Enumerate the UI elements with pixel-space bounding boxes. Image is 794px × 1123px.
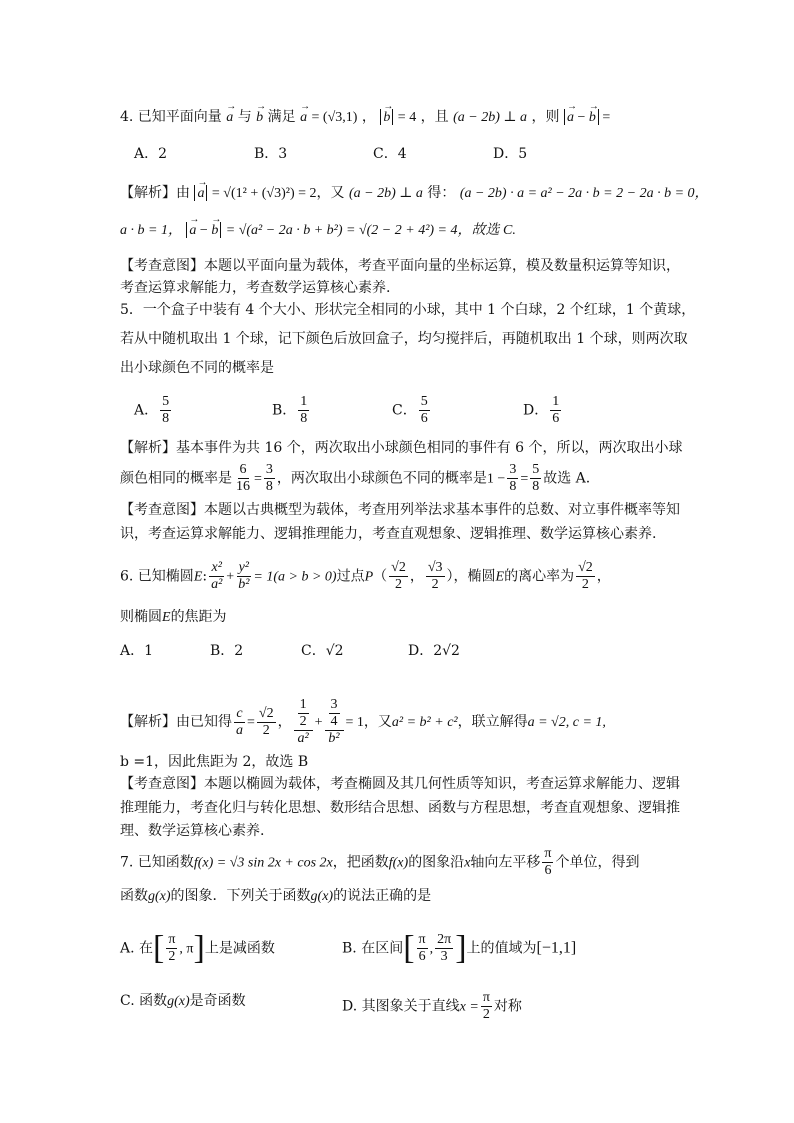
q4-option-d[interactable]: D．5 bbox=[493, 146, 528, 162]
q6-option-a[interactable]: A．1 bbox=[120, 643, 154, 659]
analysis-math: (a − 2b) · a = a² − 2a · b = 2 − 2a · b = 0， bbox=[459, 186, 709, 201]
q6-intent-line3: 理、数学运算核心素养. bbox=[120, 823, 265, 839]
q6-option-d[interactable]: D．2√2 bbox=[408, 643, 460, 659]
q5-analysis-line1: 【解析】基本事件为共 16 个，两次取出小球颜色相同的事件有 6 个，所以，两次取出小球 bbox=[120, 440, 683, 456]
analysis-math: = √(1² + (√3)²) = 2，又 bbox=[211, 186, 345, 201]
q5-stem-line1: 5．一个盒子中装有 4 个大小、形状完全相同的小球，其中 1 个白球，2 个红球，1 个黄球， bbox=[120, 302, 696, 318]
q6-analysis-line1: 【解析】由已知得 $\frac{c}{a}$ = $\frac{√2}{2}$ ， $\frac{\frac{1}{2}}{\text{a²}}$ + $\frac{\frac{3}{4}}{\text{b²}}$ = 1，又a² = b² + c²，联立解得a = √2, c = 1, bbox=[120, 697, 606, 746]
q7-stem-line2: 函数g(x)的图象．下列关于函数g(x)的说法正确的是 bbox=[120, 888, 432, 904]
q4-stem-text: 与 bbox=[237, 109, 252, 125]
q5-analysis-line2: 颜色相同的概率是 $\frac{6}{16}$ = $\frac{3}{8}$ ，两次取出小球颜色不同的概率是1 − $\frac{3}{8}$ = $\frac{5}{8}$ 故选 A. bbox=[120, 462, 591, 494]
q6-stem-line2: 则椭圆E的焦距为 bbox=[120, 609, 227, 625]
q4-intent-line2: 考查运算求解能力，考查数学运算核心素养. bbox=[120, 280, 391, 296]
q6-analysis-line2: b =1，因此焦距为 2，故选 B bbox=[120, 754, 309, 770]
q4-stem-text: ，且 bbox=[420, 109, 449, 125]
perp-condition: (a − 2b) ⊥ a bbox=[453, 110, 528, 125]
vector-b: → b bbox=[256, 107, 263, 129]
q7-option-c[interactable]: C. 函数g(x)是奇函数 bbox=[120, 993, 246, 1009]
q6-stem-line1: 6. 已知椭圆E: $\frac{\text{x²}}{\text{a²}}$ + $\frac{\text{y²}}{\text{b²}}$ = 1(a > b > 0)过点P（ $\frac{√2}{2}$ ， $\frac{√3}{2}$ ），椭圆E的离心率为 $\frac{√2}{2}$ ， bbox=[120, 560, 611, 592]
q4-stem-text: 4. 已知平面向量 bbox=[120, 109, 222, 125]
q5-option-a[interactable]: A． $\frac{5}{8}$ bbox=[134, 394, 170, 426]
q5-option-c[interactable]: C． $\frac{5}{6}$ bbox=[392, 394, 428, 426]
q7-option-a[interactable]: A. 在[ $\frac{\pi}{2}$ , π]上是减函数 bbox=[120, 929, 275, 967]
q5-option-d[interactable]: D． $\frac{1}{6}$ bbox=[523, 394, 560, 426]
q6-intent-line1: 【考查意图】本题以椭圆为载体，考查椭圆及其几何性质等知识，考查运算求解能力、逻辑 bbox=[120, 776, 680, 792]
analysis-math: (a − 2b) ⊥ a bbox=[348, 186, 423, 201]
q4-stem-text: 满足 bbox=[267, 109, 296, 125]
q5-intent-line1: 【考查意图】本题以古典概型为载体，考查用列举法求基本事件的总数、对立事件概率等知 bbox=[120, 502, 680, 518]
analysis-text: 得： bbox=[427, 185, 456, 201]
q4-analysis-line2: a · b = 1， → a − → b = √(a² − 2a · b + b²) = √(2 − 2 + 4²) = 4，故选 C. bbox=[120, 219, 516, 242]
b-norm: = 4 bbox=[397, 110, 417, 125]
q7-option-b[interactable]: B. 在区间[ $\frac{\pi}{6}$ , $\frac{2\pi}{3}$ ]上的值域为[−1,1] bbox=[342, 929, 577, 967]
analysis-label: 【解析】由 bbox=[120, 185, 190, 201]
q4-stem-text: ， bbox=[361, 109, 376, 125]
q5-stem-line2: 若从中随机取出 1 个球，记下颜色后放回盒子，均匀搅拌后，再随机取出 1 个球，则两次取 bbox=[120, 331, 688, 347]
analysis-math: = √(a² − 2a · b + b²) = √(2 − 2 + 4²) = 4，故选 C. bbox=[225, 223, 516, 238]
q4-stem: 4. 已知平面向量 → a 与 → b 满足 → a = (√3,1) ， → b = 4 ，且 (a − 2b) ⊥ a ，则 → a − → b = bbox=[120, 106, 610, 129]
q7-option-d[interactable]: D. 其图象关于直线x = $\frac{\pi}{2}$ 对称 bbox=[342, 990, 522, 1022]
q5-option-b[interactable]: B． $\frac{1}{8}$ bbox=[272, 394, 308, 426]
a-value: = (√3,1) bbox=[311, 110, 358, 125]
q4-option-b[interactable]: B．3 bbox=[254, 146, 288, 162]
q5-intent-line2: 识，考查运算求解能力、逻辑推理能力，考查直观想象、逻辑推理、数学运算核心素养. bbox=[120, 526, 657, 542]
q4-option-c[interactable]: C．4 bbox=[373, 146, 407, 162]
vector-a: → a bbox=[226, 107, 233, 129]
q6-option-c[interactable]: C．√2 bbox=[301, 643, 344, 659]
q4-stem-text: ，则 bbox=[531, 109, 560, 125]
q4-analysis-line1: 【解析】由 → a = √(1² + (√3)²) = 2，又 (a − 2b) ⊥ a 得： (a − 2b) · a = a² − 2a · b = 2 − 2a · b = 0， bbox=[120, 182, 709, 205]
q6-intent-line2: 推理能力，考查化归与转化思想、数形结合思想、函数与方程思想，考查直观想象、逻辑推 bbox=[120, 800, 680, 816]
analysis-math: a · b = 1， bbox=[120, 223, 182, 238]
q4-option-a[interactable]: A．2 bbox=[134, 146, 168, 162]
vector-a: → a bbox=[300, 107, 307, 129]
q7-stem-line1: 7. 已知函数f(x) = √3 sin 2x + cos 2x，把函数f(x)的图象沿x轴向左平移 $\frac{\pi}{6}$ 个单位，得到 bbox=[120, 846, 640, 878]
q6-option-b[interactable]: B．2 bbox=[210, 643, 244, 659]
q5-stem-line3: 出小球颜色不同的概率是 bbox=[120, 360, 274, 376]
q4-intent-line1: 【考查意图】本题以平面向量为载体，考查平面向量的坐标运算，模及数量积运算等知识， bbox=[120, 258, 680, 274]
vector-b: → b bbox=[383, 107, 390, 129]
